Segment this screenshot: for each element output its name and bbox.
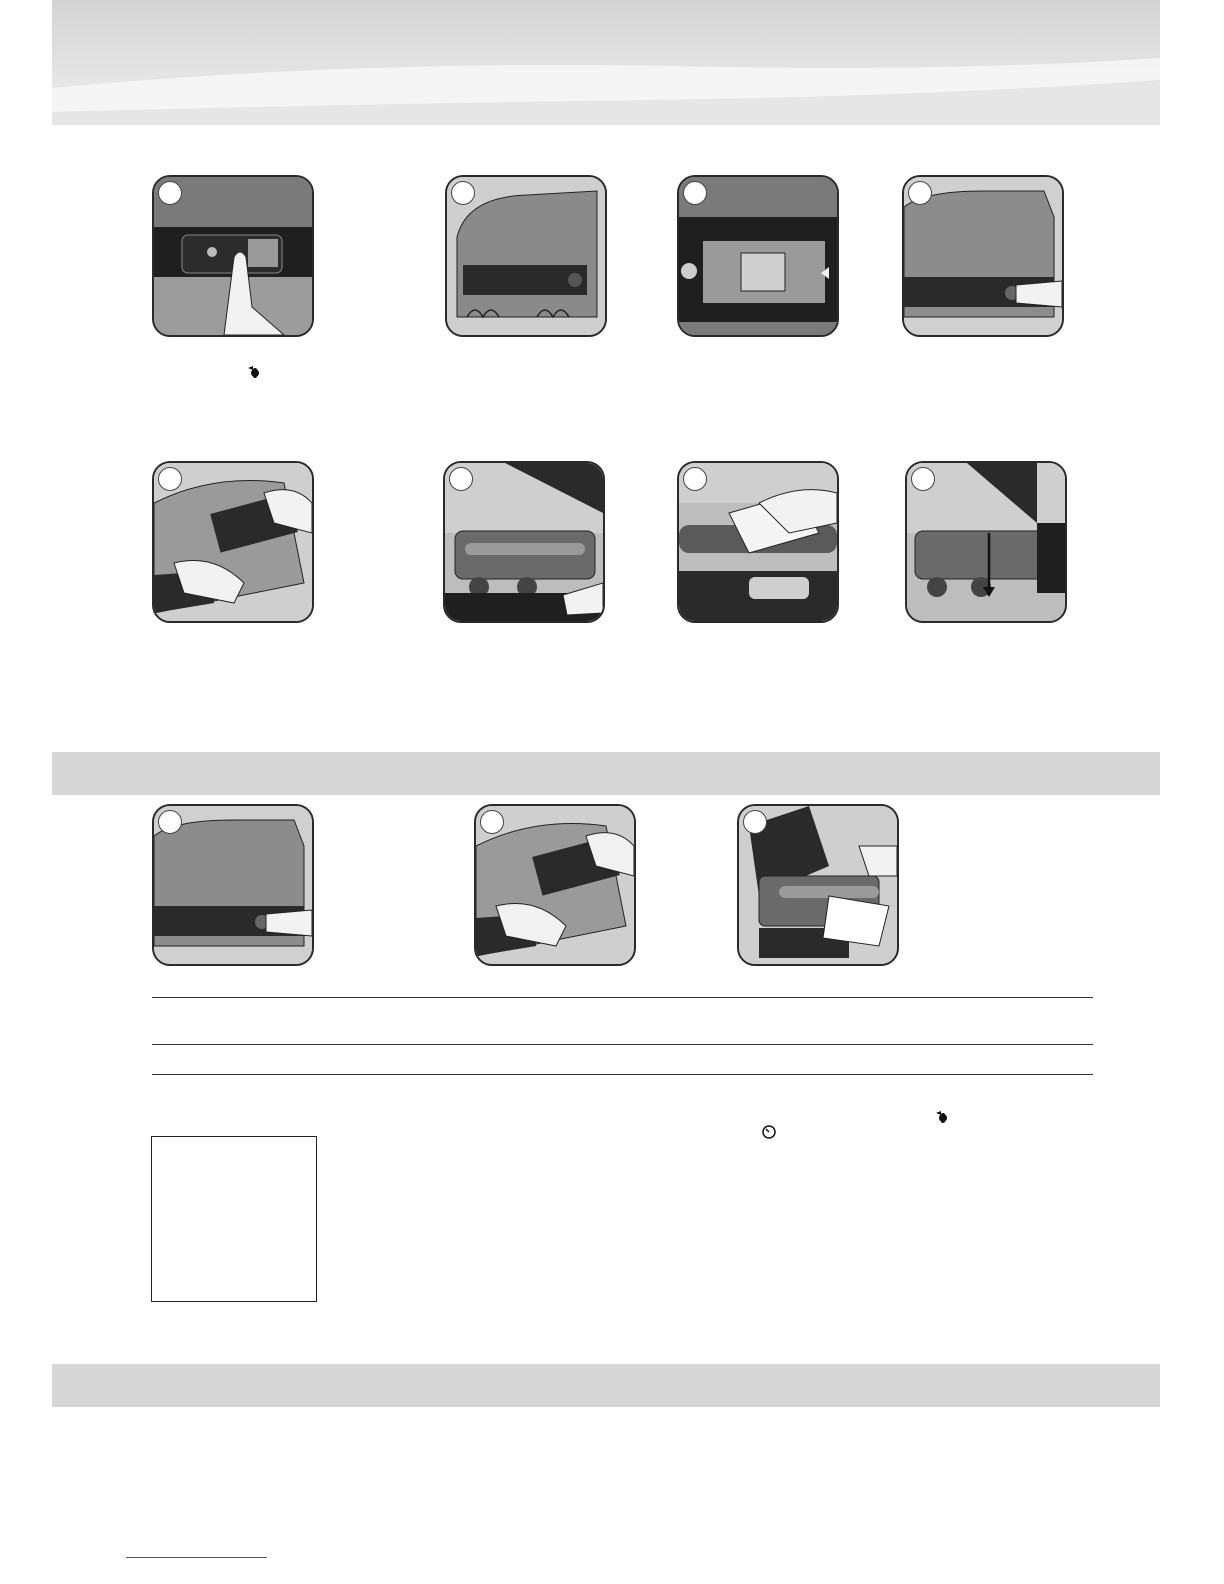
step-number-badge <box>908 181 932 205</box>
step-panel-11 <box>737 804 899 966</box>
step-number-badge <box>683 181 707 205</box>
jam-release-icon <box>934 1109 948 1125</box>
step-panel-4 <box>902 175 1064 337</box>
section-bar-footer <box>52 1364 1160 1407</box>
step-number-badge <box>683 467 707 491</box>
step-number-badge <box>911 467 935 491</box>
step-number-badge <box>158 810 182 834</box>
timer-icon <box>761 1124 777 1140</box>
step-number-badge <box>451 181 475 205</box>
note-box <box>151 1136 317 1302</box>
table-rule-bottom <box>152 1074 1093 1075</box>
header-band <box>52 0 1160 125</box>
jam-release-icon <box>246 364 260 380</box>
step-number-badge <box>158 467 182 491</box>
step-number-badge <box>449 467 473 491</box>
step-panel-1 <box>152 175 314 337</box>
step-number-badge <box>743 810 767 834</box>
step-number-badge <box>158 181 182 205</box>
section-bar-clearing <box>52 752 1160 795</box>
table-rule-middle <box>152 1044 1093 1045</box>
step-panel-10 <box>474 804 636 966</box>
table-rule-top <box>152 997 1093 998</box>
step-panel-2 <box>445 175 607 337</box>
step-panel-3 <box>677 175 839 337</box>
step-panel-6 <box>443 461 605 623</box>
step-panel-8 <box>905 461 1067 623</box>
website-link[interactable] <box>126 1557 267 1558</box>
step-panel-7 <box>677 461 839 623</box>
step-panel-5 <box>152 461 314 623</box>
step-panel-9 <box>152 804 314 966</box>
step-number-badge <box>480 810 504 834</box>
